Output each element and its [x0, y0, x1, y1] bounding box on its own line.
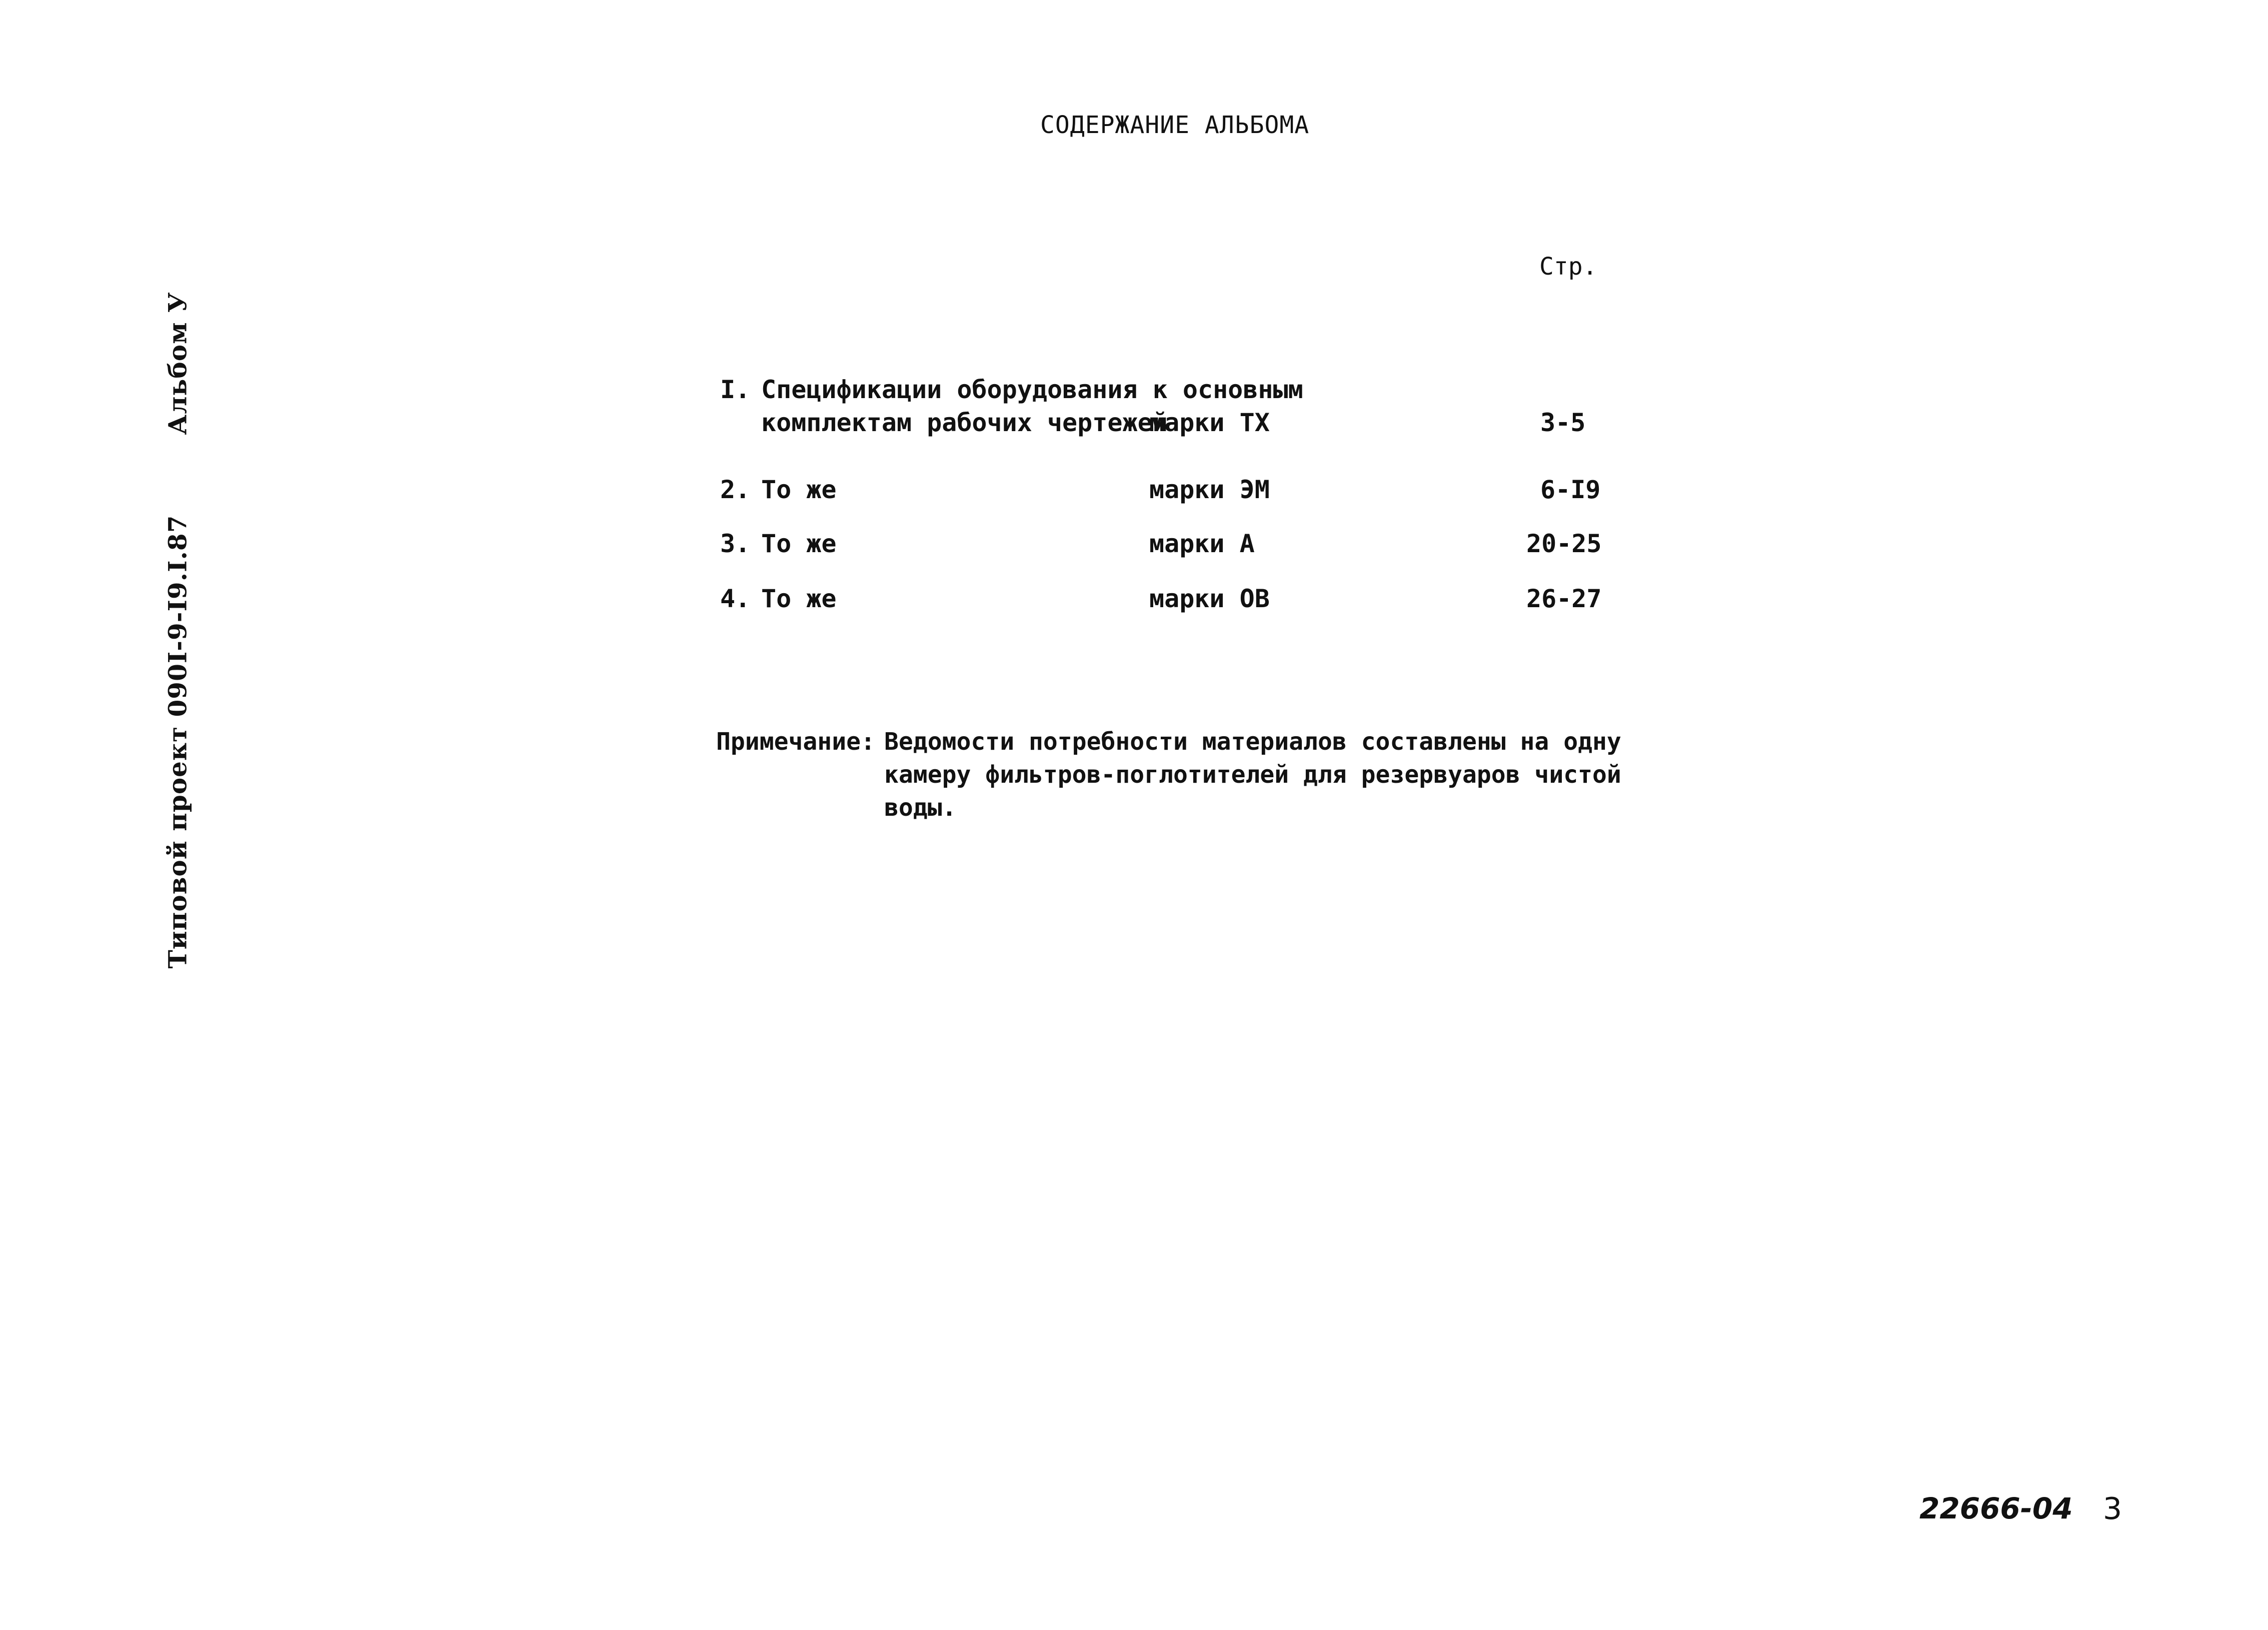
document-code: 22666-04 [1919, 1491, 2073, 1525]
item-mark: марки ТХ [1149, 408, 1270, 437]
item-text: То же [761, 584, 837, 613]
side-stamp [163, 292, 193, 968]
note-line: Ведомости потребности материалов составлены на одну [884, 728, 1621, 756]
item-text: Спецификации оборудования к основным [761, 375, 1303, 404]
page-number: 3 [2103, 1491, 2122, 1526]
note-label: Примечание: [716, 728, 875, 756]
note-line: камеру фильтров-поглотителей для резервуаров чистой [884, 761, 1621, 789]
item-mark: марки ОВ [1149, 584, 1270, 613]
item-number: 2. [720, 475, 751, 504]
item-number: 3. [720, 529, 751, 558]
note-text [884, 725, 1621, 824]
album-designation: Альбом У [163, 292, 193, 435]
item-number: 4. [720, 584, 751, 613]
item-number: I. [720, 375, 751, 404]
project-designation: Типовой проект 090I-9-I9.I.87 [163, 515, 193, 969]
item-pages: 3-5 [1540, 408, 1586, 437]
note-line: воды. [884, 794, 957, 822]
page-column-header: Стр. [1539, 253, 1597, 281]
item-pages: 26-27 [1526, 584, 1602, 613]
item-text-continued: комплектам рабочих чертежей [761, 408, 1168, 437]
item-mark: марки ЭМ [1149, 475, 1270, 504]
item-text: То же [761, 475, 837, 504]
item-pages: 20-25 [1526, 529, 1602, 558]
item-text: То же [761, 529, 837, 558]
item-mark: марки А [1149, 529, 1255, 558]
item-pages: 6-I9 [1540, 475, 1601, 504]
page-title: СОДЕРЖАНИЕ АЛЬБОМА [1040, 111, 1310, 139]
